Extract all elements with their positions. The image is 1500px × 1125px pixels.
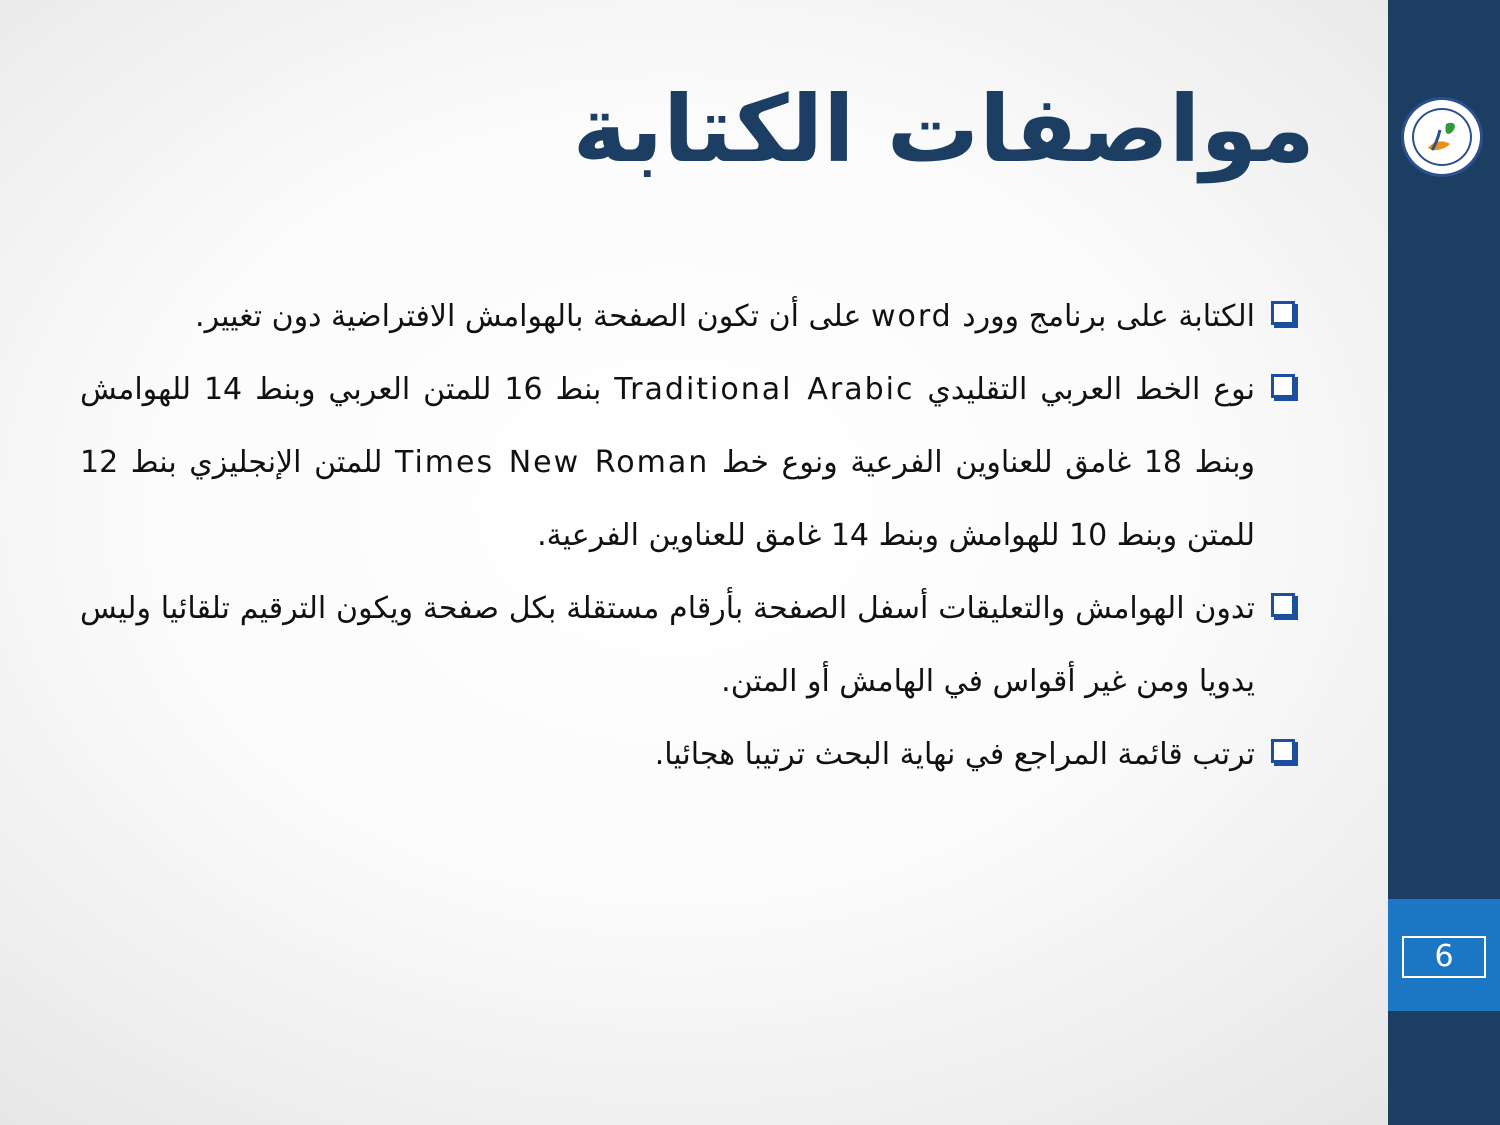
- checkbox-bullet-icon: [1271, 739, 1295, 763]
- bullet-1-en-word: word: [870, 299, 953, 334]
- checkbox-bullet-icon: [1271, 593, 1295, 617]
- bullet-item-3: [80, 572, 1295, 718]
- bullet-2-text-c: للمتن الإنجليزي بنط 12 للمتن وبنط 10 للهوامش وبنط 14 غامق للعناوين الفرعية.: [80, 445, 1255, 553]
- logo-inner-ring: [1412, 108, 1472, 166]
- page-number: 6: [1402, 936, 1486, 978]
- checkbox-bullet-icon: [1271, 374, 1295, 398]
- bullet-2-text-b: بنط 16 للمتن العربي وبنط 14 للهوامش وبنط 18 غامق للعناوين الفرعية ونوع خط: [80, 372, 1256, 480]
- checkbox-bullet-icon: [1271, 301, 1295, 325]
- page-number-box: [1388, 899, 1500, 1011]
- bullet-4-text: ترتب قائمة المراجع في نهاية البحث ترتيبا هجائيا.: [654, 737, 1255, 772]
- slide-title: مواصفات الكتابة: [572, 76, 1315, 183]
- bullet-list: [80, 280, 1295, 791]
- bullet-1-text-a: الكتابة على برنامج وورد: [952, 299, 1255, 334]
- bullet-1-text-b: على أن تكون الصفحة بالهوامش الافتراضية دون تغيير.: [195, 299, 871, 334]
- bullet-2-en-font-2: Times New Roman: [395, 445, 710, 480]
- bullet-2-text-a: نوع الخط العربي التقليدي: [914, 372, 1256, 407]
- bullet-item-4: [80, 718, 1295, 791]
- bullet-item-1: [80, 280, 1295, 353]
- bullet-item-2: [80, 353, 1295, 572]
- bullet-3-text: تدون الهوامش والتعليقات أسفل الصفحة بأرقام مستقلة بكل صفحة ويكون الترقيم تلقائيا وليس يدويا ومن غير أقواس في الهامش أو المتن.: [80, 591, 1255, 699]
- institution-logo-icon: [1401, 97, 1483, 177]
- bullet-2-en-font-1: Traditional Arabic: [614, 372, 915, 407]
- leaf-emblem-icon: [1414, 110, 1470, 164]
